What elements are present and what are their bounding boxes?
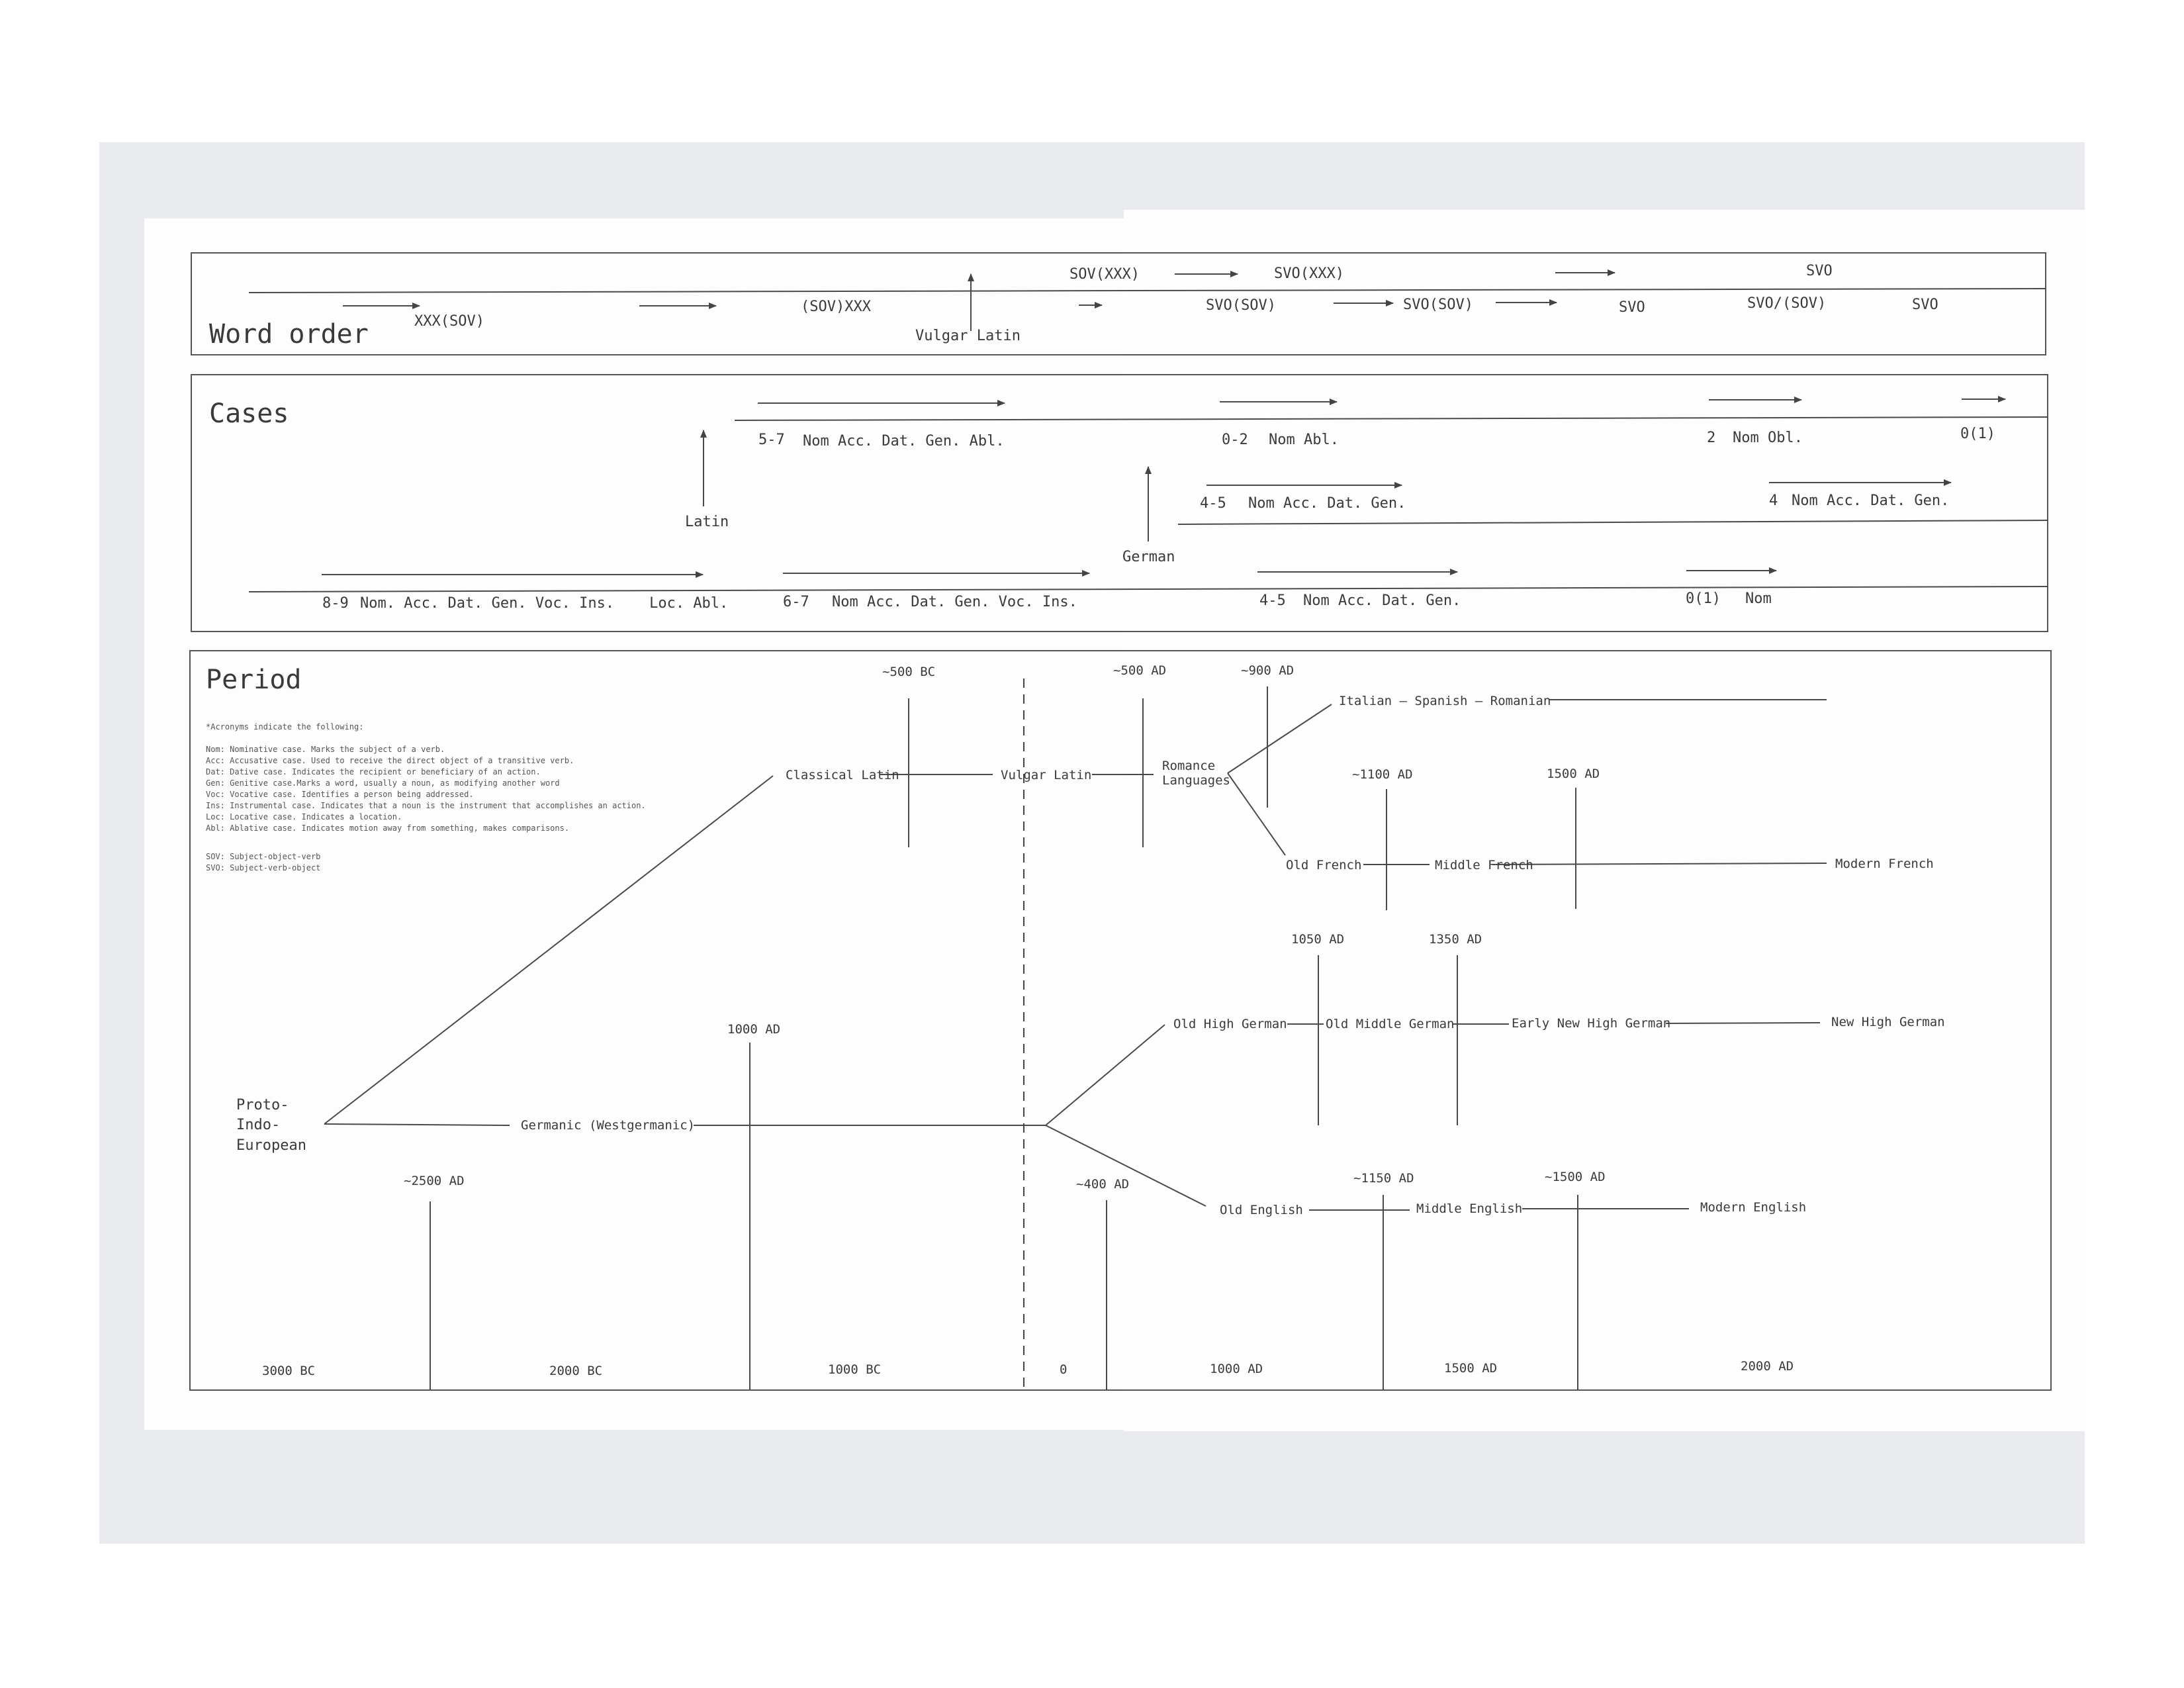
date-label: ~1500 AD <box>1545 1170 1606 1184</box>
new-high-german-label: New High German <box>1831 1015 1945 1029</box>
romance-label: Languages <box>1162 773 1230 788</box>
legend-line: Abl: Ablative case. Indicates motion away from something, makes comparisons. <box>206 823 570 833</box>
legend-line: SVO: Subject-verb-object <box>206 863 321 872</box>
word-order-label: SVO(XXX) <box>1274 265 1344 282</box>
axis-label: 0 <box>1060 1362 1068 1377</box>
word-order-label: SVO <box>1806 263 1833 279</box>
acronym-legend <box>206 722 646 872</box>
modern-english-label: Modern English <box>1700 1200 1807 1215</box>
word-order-label: SVO(SOV) <box>1403 297 1473 313</box>
legend-line: Ins: Instrumental case. Indicates that a noun is the instrument that accomplishes an action. <box>206 801 646 810</box>
middle-french-label: Middle French <box>1435 858 1533 872</box>
date-label: ~1100 AD <box>1352 767 1413 782</box>
old-english-label: Old English <box>1220 1203 1303 1217</box>
date-label: ~1150 AD <box>1353 1171 1414 1186</box>
legend-line: Loc: Locative case. Indicates a location. <box>206 812 402 821</box>
legend-line: Voc: Vocative case. Identifies a person being addressed. <box>206 790 474 799</box>
pie-label: European <box>236 1137 306 1154</box>
pie-label: Proto- <box>236 1097 289 1113</box>
word-order-title: Word order <box>209 319 369 350</box>
modern-french-label: Modern French <box>1835 857 1934 871</box>
case-list: Nom Acc. Dat. Gen. Voc. Ins. <box>832 594 1077 610</box>
case-count: 0-2 <box>1222 432 1248 448</box>
word-order-label: SVO <box>1912 297 1938 313</box>
case-count: 4 <box>1769 492 1778 509</box>
period-title: Period <box>206 665 302 695</box>
date-label: ~900 AD <box>1241 663 1295 678</box>
german-label: German <box>1122 549 1175 565</box>
legend-line: Dat: Dative case. Indicates the recipient or beneficiary of an action. <box>206 767 541 776</box>
classical-latin-label: Classical Latin <box>786 768 899 782</box>
early-new-high-german-label: Early New High German <box>1512 1016 1671 1031</box>
cases-lower-line <box>249 586 2048 592</box>
date-label: 1050 AD <box>1291 932 1345 947</box>
cases-title: Cases <box>209 399 289 429</box>
axis-label: 3000 BC <box>262 1364 316 1378</box>
middle-english-label: Middle English <box>1416 1201 1523 1216</box>
case-list: Nom Abl. <box>1269 432 1339 448</box>
cases-upper-line <box>735 417 2048 420</box>
case-count: 6-7 <box>783 594 809 610</box>
legend-line: Acc: Accusative case. Used to receive the direct object of a transitive verb. <box>206 756 574 765</box>
case-list: Nom <box>1745 590 1772 607</box>
word-order-label: Vulgar Latin <box>915 328 1021 344</box>
old-french-label: Old French <box>1286 858 1362 872</box>
date-label: 1350 AD <box>1429 932 1482 947</box>
axis-label: 2000 AD <box>1741 1359 1794 1374</box>
axis-label: 1000 AD <box>1210 1362 1263 1376</box>
cases-panel <box>191 375 2048 632</box>
axis-label: 2000 BC <box>549 1364 603 1378</box>
word-order-label: (SOV)XXX <box>801 299 871 315</box>
germanic-to-high-german <box>1046 1025 1165 1125</box>
pie-label: Indo- <box>236 1117 281 1133</box>
case-count: 0(1) <box>1686 590 1721 607</box>
italian-group-label: Italian — Spanish — Romanian <box>1339 694 1551 708</box>
case-count: 2 <box>1707 430 1716 446</box>
cases-middle-line <box>1178 520 2048 524</box>
word-order-label: SOV(XXX) <box>1069 266 1140 283</box>
case-count: 8-9 <box>322 595 349 612</box>
case-count: 0(1) <box>1960 426 1995 442</box>
case-list: Nom Acc. Dat. Gen. <box>1248 495 1406 512</box>
latin-label: Latin <box>685 514 729 530</box>
case-count: 5-7 <box>758 432 785 448</box>
legend-line: Gen: Genitive case.Marks a word, usually a noun, as modifying another word <box>206 778 560 788</box>
date-label: ~400 AD <box>1076 1177 1130 1192</box>
date-label: 1500 AD <box>1547 767 1600 781</box>
germanic-label: Germanic (Westgermanic) <box>521 1118 696 1133</box>
word-order-label: XXX(SOV) <box>414 313 484 330</box>
french-line <box>1492 863 1827 865</box>
date-label: ~2500 AD <box>404 1174 465 1188</box>
date-label: ~500 AD <box>1113 663 1167 678</box>
romance-label: Romance <box>1162 759 1216 773</box>
case-list: Nom. Acc. Dat. Gen. Voc. Ins. Loc. Abl. <box>360 595 729 612</box>
date-label: ~500 BC <box>882 665 936 679</box>
romance-to-italian <box>1228 704 1332 773</box>
case-list: Nom Acc. Dat. Gen. <box>1792 492 1950 509</box>
axis-label: 1500 AD <box>1444 1361 1498 1376</box>
word-order-label: SVO(SOV) <box>1206 297 1276 314</box>
romance-to-french <box>1228 773 1285 855</box>
case-list: Nom Acc. Dat. Gen. Abl. <box>803 433 1005 449</box>
case-count: 4-5 <box>1200 495 1226 512</box>
case-count: 4-5 <box>1259 592 1286 609</box>
pie-germanic-branch <box>324 1124 510 1125</box>
word-order-label: SVO/(SOV) <box>1747 295 1827 312</box>
case-list: Nom Acc. Dat. Gen. <box>1303 592 1461 609</box>
axis-label: 1000 BC <box>828 1362 882 1377</box>
period-panel <box>190 651 2051 1390</box>
word-order-baseline <box>249 289 2046 293</box>
germanic-to-english <box>1046 1125 1206 1206</box>
vulgar-latin-label: Vulgar Latin <box>1001 768 1092 782</box>
word-order-label: SVO <box>1619 299 1645 316</box>
old-middle-german-label: Old Middle German <box>1326 1017 1455 1031</box>
legend-line: *Acronyms indicate the following: <box>206 722 364 731</box>
date-label: 1000 AD <box>727 1022 781 1037</box>
old-high-german-label: Old High German <box>1173 1017 1287 1031</box>
legend-line: SOV: Subject-object-verb <box>206 852 321 861</box>
word-order-panel <box>191 253 2046 355</box>
case-list: Nom Obl. <box>1733 430 1803 446</box>
legend-line: Nom: Nominative case. Marks the subject of a verb. <box>206 745 445 754</box>
